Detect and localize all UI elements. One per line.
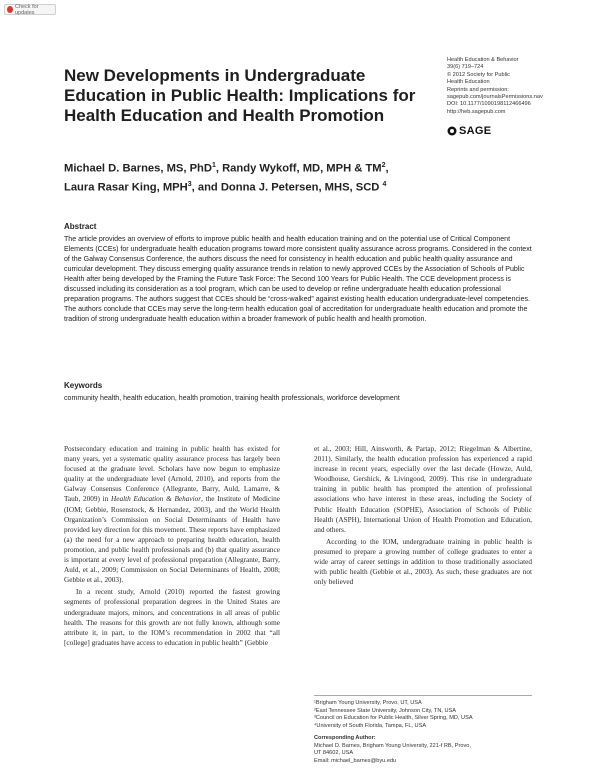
- author-3: Laura Rasar King, MPH: [64, 181, 188, 194]
- paragraph: [64, 444, 280, 585]
- copyright-line: © 2012 Society for Public: [447, 71, 510, 78]
- author-2-affiliation: 2: [381, 162, 386, 169]
- paragraph: According to the IOM, undergraduate training in public health is presumed to prepare a growing number of college graduates to enter a wide array of career settings in addition to those traditionally associated with public health (Gebbie et al., 2003). As such, these graduates are not only believed: [314, 537, 532, 587]
- check-for-updates-badge[interactable]: [4, 4, 56, 15]
- paragraph-text: Postsecondary education and training in public health has existed for many years, yet a systematic quality assurance process has largely been focused at the graduate level. Scholars have now begun to emphasize quality at the undergraduate level (Arnold, 2010), and reports from the Galway Consensus Conference (Allegrante, Barry, Auld, Lamarre, & Taub, 2009) in: [64, 445, 280, 504]
- corresponding-author-line: Michael D. Barnes, Brigham Young University, 221-f RB, Provo,: [314, 742, 471, 749]
- affiliation-2: ²East Tennessee State University, Johnson City, TN, USA: [314, 707, 456, 714]
- corresponding-author-heading: Corresponding Author:: [314, 735, 376, 741]
- journal-url[interactable]: http://heb.sagepub.com: [447, 108, 506, 115]
- reprints-label: Reprints and permission:: [447, 86, 509, 93]
- paragraph: et al., 2003; Hill, Ainsworth, & Partap, 2012; Riegelman & Albertine, 2011). Similarly, the health education profession has experienced a rapid increase in recent years, especially over the last decade (Howze, Auld, Woodhouse, Gershick, & Livingood, 2009). This rise in undergraduate training in public health has prompted the attention of professional associations who have interest in these areas, including the Society of Public Health Education (SOPHE), Association of Schools of Public Health (ASPH), International Union of Health Promotion and Education, and others.: [314, 445, 532, 534]
- article-title: New Developments in Undergraduate Education in Public Health: Implications for Health Education and Health Promotion: [64, 66, 416, 125]
- author-4-affiliation: 4: [382, 180, 387, 188]
- journal-meta: [447, 57, 587, 116]
- journal-title-italic: Health Education & Behavior: [111, 495, 202, 504]
- footnote-divider: [314, 695, 532, 696]
- author-4: Donna J. Petersen, MHS, SCD: [220, 181, 380, 194]
- copyright-holder: Health Education: [447, 79, 490, 86]
- body-column-left: [64, 444, 280, 648]
- affiliation-1: ¹Brigham Young University, Provo, UT, USA: [314, 700, 422, 706]
- keywords-body: community health, health education, health promotion, training health professionals, workforce development: [64, 395, 400, 402]
- keywords-heading: Keywords: [64, 381, 103, 390]
- badge-label: Check for updates: [14, 3, 39, 16]
- author-2: Randy Wykoff, MD, MPH & TM: [222, 162, 382, 175]
- author-1: Michael D. Barnes, MS, PhD: [64, 162, 212, 175]
- sage-logo-text: SAGE: [459, 125, 492, 137]
- author-list: Michael D. Barnes, MS, PhD$^1$, Randy Wykoff, MD, MPH & $TM^2$, Laura Rasar King, MPH$^3$, and Donna J. Petersen, MHS, SCD $^4$: [64, 162, 389, 194]
- body-column-right: [314, 444, 532, 587]
- author-3-affiliation: 3: [187, 180, 192, 188]
- corresponding-author-line: UT 84602, USA: [314, 750, 354, 756]
- author-1-affiliation: 1: [211, 162, 216, 169]
- corresponding-author-email[interactable]: Email: michael_barnes@byu.edu: [314, 757, 397, 764]
- journal-volume: 39(6) 719–724: [447, 64, 484, 71]
- paragraph-text: , the Institute of Medicine (IOM; Gebbie, Rosenstock, & Hernandez, 2003), and the World Health Organization’s Commission on Social Determinants of Health have provided key direction for this movement. These reports have emphasized (a) the need for a new approach to preparing health education, health promotion, and public health professionals and (b) that quality assurance is important at every level of professional preparation (Allegrante, Barry, Auld, et al., 2009; Commission on Social Determinants of Health, 2008; Gebbie et al., 2003).: [64, 495, 280, 585]
- footnotes: [314, 700, 532, 765]
- abstract-body: The article provides an overview of efforts to improve public health and health education training and on the potential use of Critical Component Elements (CCEs) for undergraduate health education programs toward more consistent quality assurance across programs. Considered in the context of the Galway Consensus Conference, the authors discuss the need for consistency in health education and public health quality assurance and curricular development. They discuss emerging quality assurance trends in relation to newly approved CCEs by the Association of Schools of Public Health after being developed by the Framing the Future Task Force: The Second 100 Years for Public Health. The CCE development process is discussed including its consideration as a tool program, which can be used to develop or refine undergraduate health education professional preparation programs. The authors suggest that CCEs should be “cross-walked” against existing health education undergraduate-level competencies. The authors conclude that CCEs may serve the long-term health education goal of accreditation for undergraduate health education and promote the tradition of strong undergraduate health education within a broader framework of public health and health promotion.: [64, 236, 532, 323]
- abstract-heading: Abstract: [64, 222, 97, 231]
- paragraph: In a recent study, Arnold (2010) reported the fastest growing segments of professional preparation degrees in the United States are undergraduate majors, minors, and concentrations in all areas of public health. The reasons for this growth are not fully known, although some attribute it, in part, to the IOM’s recommendation in 2002 that “all [college] graduates have access to education in public health” (Gebbie: [64, 588, 280, 647]
- sage-logo: [447, 125, 491, 137]
- journal-name: Health Education & Behavior: [447, 57, 519, 63]
- update-icon: [7, 6, 13, 13]
- doi-line[interactable]: DOI: 10.1177/1090198112466496: [447, 101, 531, 108]
- affiliation-4: ⁴University of South Florida, Tampa, FL, USA: [314, 722, 427, 729]
- sage-logo-icon: [447, 126, 457, 136]
- permissions-link[interactable]: sagepub.com/journalsPermissions.nav: [447, 94, 543, 101]
- affiliation-3: ³Council on Education for Public Health, Silver Spring, MD, USA: [314, 715, 473, 721]
